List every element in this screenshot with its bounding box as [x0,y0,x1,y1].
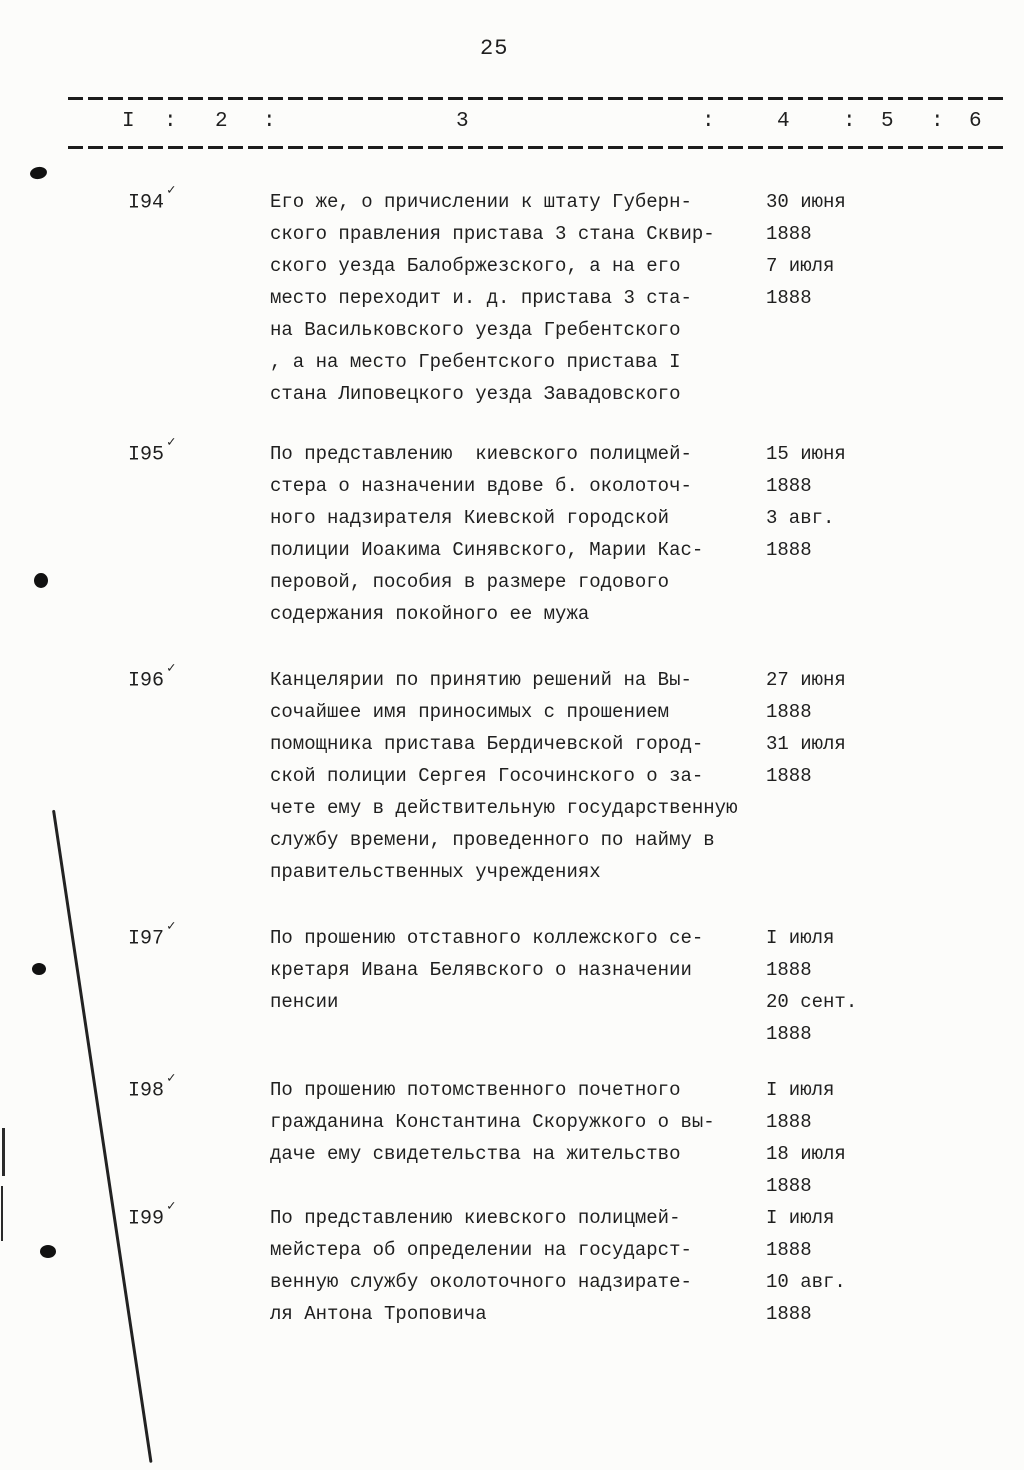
text-line: даче ему свидетельства на жительство [270,1143,681,1165]
text-line: ского уезда Балобржезского, а на его [270,255,681,277]
checkmark-icon: ✓ [167,1199,176,1215]
text-line: I июля [766,1207,835,1229]
page-edge-mark [1,1186,3,1241]
entry-number [128,661,176,693]
column-header-4: 4 [777,110,790,133]
text-line: 1888 [766,701,812,723]
text-line: I июля [766,927,835,949]
entry-number-text: I98 [128,1079,165,1103]
text-line: стана Липовецкого уезда Завадовского [270,383,681,405]
page-edge-mark [2,1128,5,1176]
text-line: , а на место Гребентского пристава I [270,351,681,373]
entry-number-text: I94 [128,191,165,215]
column-separator: : [931,110,944,133]
text-line: По представлению киевского полицмей- [270,443,692,465]
column-separator: : [702,110,715,133]
checkmark-icon: ✓ [167,183,176,199]
entry-number-text: I97 [128,927,165,951]
text-line: 1888 [766,1303,812,1325]
text-line: I июля [766,1079,835,1101]
column-header-5: 5 [881,110,894,133]
entry-number-text: I95 [128,443,165,467]
entry-description [270,1202,692,1330]
entry-number [128,435,176,467]
diagonal-pen-stroke [52,810,152,1463]
text-line: 10 авг. [766,1271,846,1293]
text-line: ного надзирателя Киевской городской [270,507,670,529]
text-line: чете ему в действительную государственную [270,797,738,819]
text-line: 1888 [766,765,812,787]
entry-dates [766,1202,846,1330]
text-line: перовой, пособия в размере годового [270,571,670,593]
ink-blot [32,963,46,975]
column-header-1: I [122,110,135,133]
text-line: сочайшее имя приносимых с прошением [270,701,670,723]
entry-dates [766,1074,846,1202]
entry-dates [766,664,846,792]
page-number: 25 [480,36,509,61]
column-separator: : [843,110,856,133]
text-line: ского правления пристава 3 стана Сквир- [270,223,715,245]
text-line: 20 сент. [766,991,858,1013]
checkmark-icon: ✓ [167,1071,176,1087]
column-header-3: 3 [456,110,469,133]
text-line: Его же, о причислении к штату Губерн- [270,191,692,213]
text-line: пенсии [270,991,339,1013]
column-separator: : [164,110,177,133]
entry-description [270,664,737,888]
text-line: 1888 [766,475,812,497]
text-line: 31 июля [766,733,846,755]
text-line: 3 авг. [766,507,835,529]
table-header-rule-bottom [68,146,1008,149]
text-line: гражданина Константина Скоружкого о вы- [270,1111,715,1133]
text-line: ской полиции Сергея Госочинского о за- [270,765,704,787]
text-line: По прошению потомственного почетного [270,1079,681,1101]
text-line: 1888 [766,959,812,981]
text-line: полиции Иоакима Синявского, Марии Кас- [270,539,704,561]
entry-description [270,922,703,1018]
entry-dates [766,186,846,314]
entry-number [128,919,176,951]
ink-blot [34,573,48,588]
text-line: 1888 [766,1175,812,1197]
text-line: 15 июня [766,443,846,465]
text-line: 1888 [766,1111,812,1133]
text-line: 1888 [766,539,812,561]
ink-blot [29,166,48,181]
entry-description [270,1074,715,1170]
text-line: По представлению киевского полицмей- [270,1207,681,1229]
text-line: кретаря Ивана Белявского о назначении [270,959,692,981]
text-line: 1888 [766,287,812,309]
text-line: венную службу околоточного надзирате- [270,1271,692,1293]
entry-description [270,186,715,410]
text-line: 27 июня [766,669,846,691]
text-line: 1888 [766,223,812,245]
text-line: содержания покойного ее мужа [270,603,590,625]
checkmark-icon: ✓ [167,919,176,935]
text-line: 18 июля [766,1143,846,1165]
text-line: 1888 [766,1023,812,1045]
text-line: место переходит и. д. пристава 3 ста- [270,287,692,309]
column-separator: : [263,110,276,133]
column-header-2: 2 [215,110,228,133]
entry-number [128,1199,176,1231]
entry-number-text: I99 [128,1207,165,1231]
text-line: 1888 [766,1239,812,1261]
text-line: ля Антона Троповича [270,1303,487,1325]
column-header-6: 6 [969,110,982,133]
text-line: правительственных учреждениях [270,861,601,883]
table-header-row [0,110,1024,142]
entry-description [270,438,703,630]
text-line: 30 июня [766,191,846,213]
text-line: службу времени, проведенного по найму в [270,829,715,851]
ink-blot [40,1245,56,1258]
text-line: По прошению отставного коллежского се- [270,927,704,949]
text-line: помощника пристава Бердичевской город- [270,733,704,755]
checkmark-icon: ✓ [167,661,176,677]
entry-number [128,183,176,215]
text-line: 7 июля [766,255,835,277]
table-header-rule-top [68,97,1008,100]
checkmark-icon: ✓ [167,435,176,451]
entry-dates [766,438,846,566]
text-line: стера о назначении вдове б. околоточ- [270,475,692,497]
text-line: на Васильковского уезда Гребентского [270,319,681,341]
entry-dates [766,922,857,1050]
entry-number [128,1071,176,1103]
text-line: мейстера об определении на государст- [270,1239,692,1261]
text-line: Канцелярии по принятию решений на Вы- [270,669,692,691]
entry-number-text: I96 [128,669,165,693]
